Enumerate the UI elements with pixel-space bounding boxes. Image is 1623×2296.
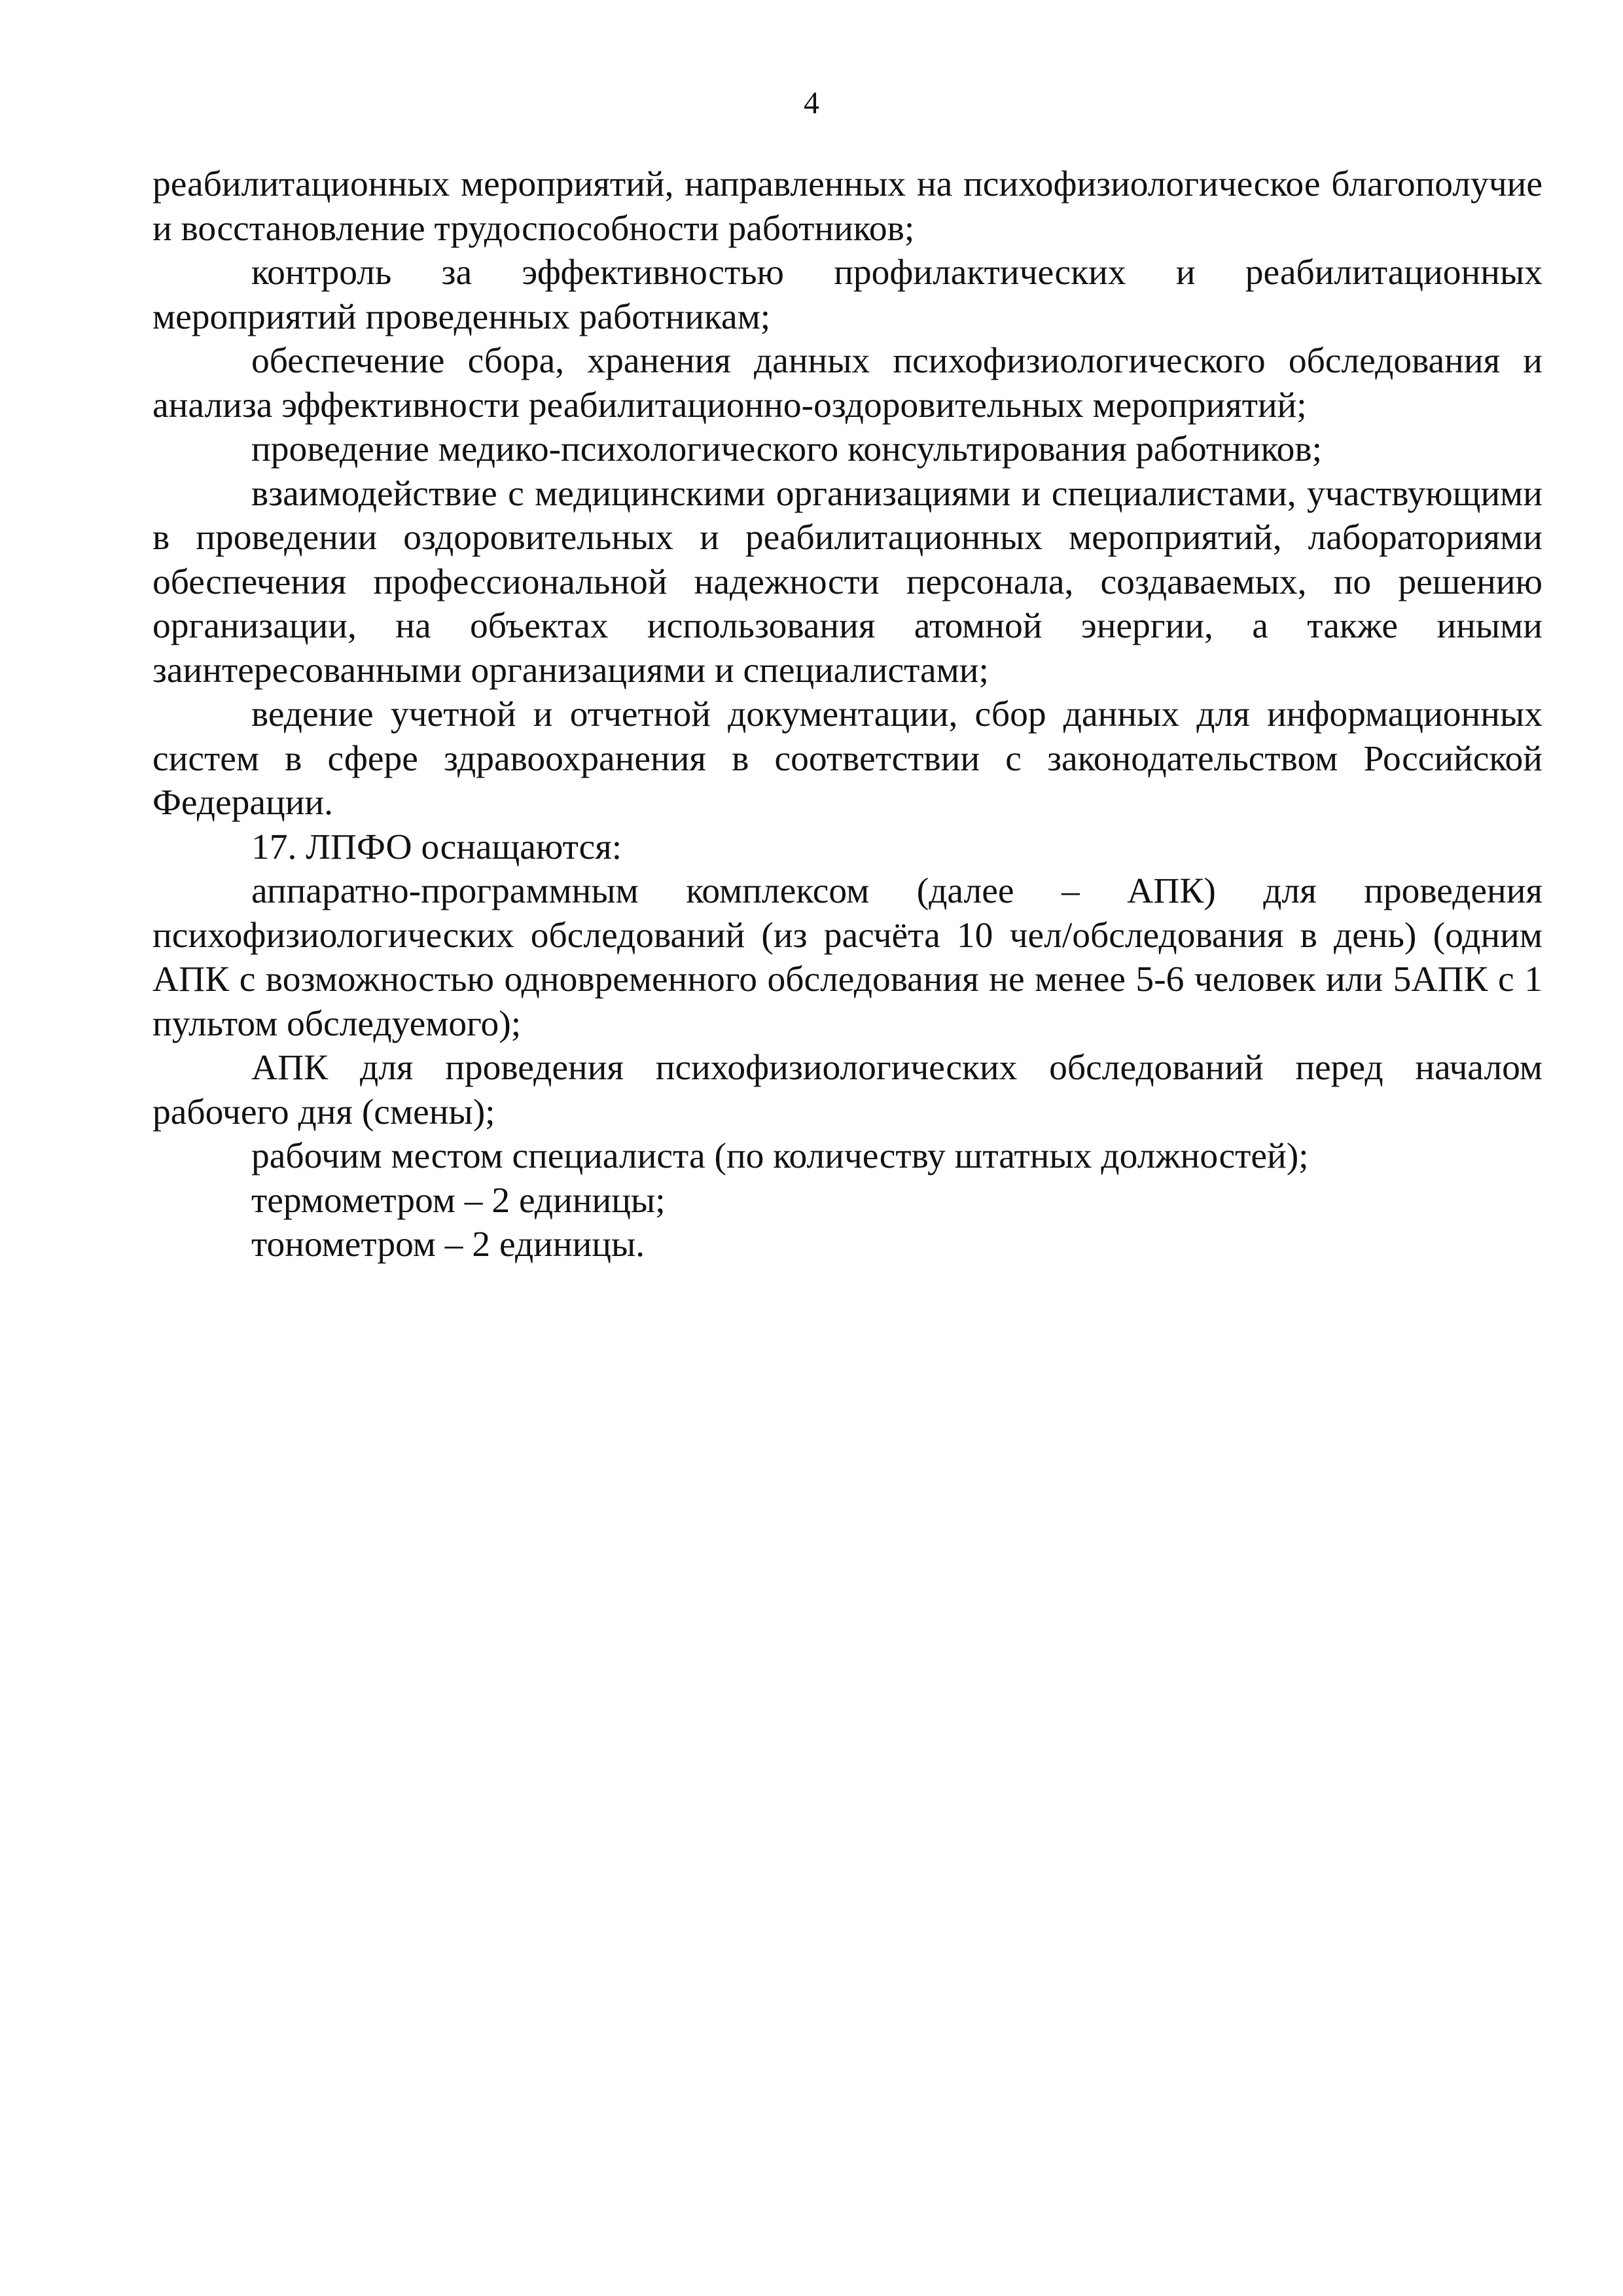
- paragraph-interaction: взаимодействие с медицинскими организациями и специалистами, участвующими в проведении оздоровительных и реабилитационных мероприятий, лабораториями обеспечения профессиональной надежности персонала, создаваемых, по решению организации, на объектах использования атомной энергии, а также иными заинтересованными организациями и специалистами;: [152, 473, 1543, 691]
- paragraph-tonometer: тонометром – 2 единицы.: [251, 1225, 645, 1265]
- paragraph-workplace: рабочим местом специалиста (по количеству штатных должностей);: [251, 1136, 1309, 1176]
- paragraph-apk-complex: аппаратно-программным комплексом (далее – АПК) для проведения психофизиологических обследований (из расчёта 10 чел/обследования в день) (одним АПК с возможностью одновременного обследования не менее 5-6 человек или 5АПК с 1 пультом обследуемого);: [152, 871, 1543, 1044]
- document-body: [152, 162, 1543, 1267]
- paragraph-section-17: 17. ЛПФО оснащаются:: [251, 827, 622, 867]
- paragraph-rehabilitation-measures: реабилитационных мероприятий, направленных на психофизиологическое благополучие и восстановление трудоспособности работников;: [152, 164, 1543, 249]
- paragraph-documentation: ведение учетной и отчетной документации, сбор данных для информационных систем в сфере здравоохранения в соответствии с законодательством Российской Федерации.: [152, 694, 1543, 823]
- paragraph-apk-shift: АПК для проведения психофизиологических обследований перед началом рабочего дня (смены);: [152, 1048, 1543, 1132]
- paragraph-data-collection: обеспечение сбора, хранения данных психофизиологического обследования и анализа эффективности реабилитационно-оздоровительных мероприятий;: [152, 341, 1543, 425]
- paragraph-effectiveness-control: контроль за эффективностью профилактических и реабилитационных мероприятий проведенных работникам;: [152, 253, 1543, 337]
- page-number: 4: [804, 86, 819, 120]
- paragraph-consulting: проведение медико-психологического консультирования работников;: [251, 429, 1323, 469]
- paragraph-thermometer: термометром – 2 единицы;: [251, 1180, 666, 1221]
